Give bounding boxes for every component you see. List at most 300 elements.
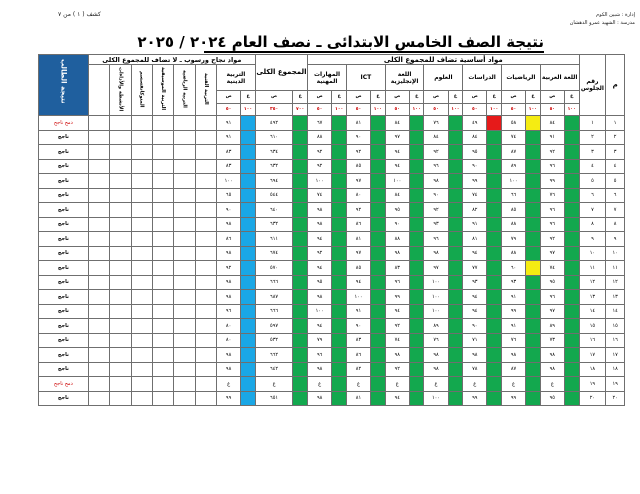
pass-fail-cell xyxy=(88,174,109,189)
pass-fail-cell xyxy=(174,275,195,290)
total-spacer xyxy=(293,232,308,247)
grade-spacer xyxy=(564,348,579,363)
religion-score: ٨٠ xyxy=(217,319,241,334)
total-spacer xyxy=(293,203,308,218)
grade-ict: ٨٥ xyxy=(346,159,370,174)
seat-number: ٥ xyxy=(579,174,606,189)
grade-en: ٩٤ xyxy=(385,391,409,406)
pass-fail-cell xyxy=(110,130,131,145)
grade-spacer xyxy=(487,217,502,232)
grade-en: ٩٨ xyxy=(385,246,409,261)
header-group-main: مواد أساسية تضاف للمجموع الكلى xyxy=(308,55,580,65)
student-result: ناجح xyxy=(39,391,89,406)
total-spacer xyxy=(293,261,308,276)
table-row xyxy=(39,130,625,145)
row-number: ٧ xyxy=(606,203,625,218)
grade-spacer xyxy=(371,232,386,247)
seat-number: ٣ xyxy=(579,145,606,160)
student-result: ناجح xyxy=(39,188,89,203)
grade-ma: ٨٩ xyxy=(502,159,526,174)
sub-header-max: ع xyxy=(448,91,463,103)
grade-spacer xyxy=(409,348,424,363)
grade-spacer xyxy=(564,246,579,261)
total-score: ٦٤٠ xyxy=(255,203,292,218)
grade-st: ٧٧ xyxy=(463,261,487,276)
grade-sk: ٩٤ xyxy=(308,261,332,276)
grade-spacer xyxy=(409,159,424,174)
total-score: ٥٧٠ xyxy=(255,261,292,276)
grade-spacer xyxy=(409,130,424,145)
pass-fail-cell xyxy=(88,246,109,261)
religion-spacer xyxy=(241,391,256,406)
header-ict: ICT xyxy=(346,65,385,91)
grade-spacer xyxy=(332,246,347,261)
grade-sk: ٧٩ xyxy=(308,333,332,348)
pass-fail-cell xyxy=(88,362,109,377)
pass-fail-cell xyxy=(152,246,173,261)
table-row xyxy=(39,261,625,276)
religion-score: ٩٨ xyxy=(217,217,241,232)
pass-fail-cell xyxy=(195,377,216,392)
grade-ma: ٦٦ xyxy=(502,188,526,203)
sub-header-max: ع xyxy=(371,91,386,103)
grade-st: غ xyxy=(463,377,487,392)
total-score: ٦٩٤ xyxy=(255,174,292,189)
grade-ict: ٨٣ xyxy=(346,333,370,348)
seat-number: ١١ xyxy=(579,261,606,276)
table-row xyxy=(39,217,625,232)
pass-fail-cell xyxy=(88,348,109,363)
grade-en: ٨٤ xyxy=(385,188,409,203)
header-pe: التربية الرياضية xyxy=(174,65,195,116)
grade-st: ٩٤ xyxy=(463,304,487,319)
table-row xyxy=(39,232,625,247)
grade-st: ٤٩ xyxy=(463,116,487,131)
grade-st: ٩٩ xyxy=(463,391,487,406)
pass-fail-cell xyxy=(131,304,152,319)
grade-spacer xyxy=(564,290,579,305)
page-title: نتيجة الصف الخامس الابتدائى ـ نصف العام ٢٠٢٤ / ٢٠٢٥ xyxy=(137,33,544,51)
pass-fail-cell xyxy=(195,217,216,232)
row-number: ٤ xyxy=(606,159,625,174)
grade-spacer xyxy=(448,217,463,232)
pass-fail-cell xyxy=(131,116,152,131)
grade-spacer xyxy=(371,130,386,145)
grade-ar: ٩٨ xyxy=(540,362,564,377)
seat-number: ٧ xyxy=(579,203,606,218)
total-spacer xyxy=(293,145,308,160)
grade-spacer xyxy=(332,188,347,203)
total-score: ٦٦٢ xyxy=(255,348,292,363)
pass-fail-cell xyxy=(195,116,216,131)
grade-spacer xyxy=(448,391,463,406)
grade-spacer xyxy=(371,217,386,232)
grade-ict: ٨١ xyxy=(346,116,370,131)
seat-number: ٦ xyxy=(579,188,606,203)
pass-fail-cell xyxy=(88,116,109,131)
grade-en: ١٠٠ xyxy=(385,174,409,189)
grade-spacer xyxy=(564,377,579,392)
pass-fail-cell xyxy=(195,304,216,319)
grade-spacer xyxy=(332,319,347,334)
pass-fail-cell xyxy=(152,275,173,290)
table-row xyxy=(39,348,625,363)
max-score: ١٠٠ xyxy=(409,103,424,115)
table-row xyxy=(39,188,625,203)
pass-fail-cell xyxy=(174,348,195,363)
row-number: ١٥ xyxy=(606,319,625,334)
pass-fail-cell xyxy=(131,290,152,305)
pass-fail-cell xyxy=(195,246,216,261)
pass-fail-cell xyxy=(152,232,173,247)
header-arabic: اللغة العربية xyxy=(540,65,579,91)
grade-spacer xyxy=(564,275,579,290)
grade-sk: ٩٢ xyxy=(308,145,332,160)
grade-spacer xyxy=(526,377,541,392)
grade-spacer xyxy=(564,391,579,406)
grade-spacer xyxy=(487,391,502,406)
pass-fail-cell xyxy=(195,319,216,334)
pass-fail-cell xyxy=(195,333,216,348)
religion-score: ٩٨ xyxy=(217,275,241,290)
grade-spacer xyxy=(448,188,463,203)
grade-ict: ٩٤ xyxy=(346,275,370,290)
grade-spacer xyxy=(526,217,541,232)
grade-sc: ٩٧ xyxy=(424,261,448,276)
pass-fail-cell xyxy=(110,377,131,392)
grade-ict: ٨٦ xyxy=(346,217,370,232)
header-total: المجموع الكلى xyxy=(255,55,307,91)
grade-ar: ٩٦ xyxy=(540,290,564,305)
grade-sc: ٩٦ xyxy=(424,232,448,247)
grade-sk: ١٠٠ xyxy=(308,304,332,319)
header-extra: الأنشطة والأداءات xyxy=(110,65,131,116)
max-score: ١٠٠ xyxy=(371,103,386,115)
grade-spacer xyxy=(526,130,541,145)
grade-ict: ٩٧ xyxy=(346,246,370,261)
seat-number: ١ xyxy=(579,116,606,131)
total-spacer xyxy=(293,348,308,363)
grade-ma: ٨٨ xyxy=(502,246,526,261)
grade-spacer xyxy=(371,246,386,261)
grade-spacer xyxy=(332,232,347,247)
grade-sc: ٨٩ xyxy=(424,319,448,334)
student-result: ناجح xyxy=(39,319,89,334)
pass-fail-cell xyxy=(110,217,131,232)
grade-spacer xyxy=(487,203,502,218)
max-score: ١٠٠ xyxy=(564,103,579,115)
page-note: كشف ( ١ ) من ٧ xyxy=(58,11,101,18)
grade-spacer xyxy=(564,261,579,276)
grade-ict: ٨١ xyxy=(346,391,370,406)
header-empty xyxy=(88,65,109,116)
grade-spacer xyxy=(564,130,579,145)
total-score: ٥٩٧ xyxy=(255,319,292,334)
table-row xyxy=(39,290,625,305)
pass-fail-cell xyxy=(152,333,173,348)
pass-fail-cell xyxy=(152,145,173,160)
pass-fail-cell xyxy=(174,145,195,160)
total-spacer xyxy=(293,275,308,290)
table-row xyxy=(39,159,625,174)
grade-spacer xyxy=(526,145,541,160)
religion-spacer xyxy=(241,174,256,189)
grade-spacer xyxy=(409,246,424,261)
pass-fail-cell xyxy=(195,275,216,290)
sub-header-max: ع xyxy=(332,91,347,103)
grade-ma: ٨٧ xyxy=(502,362,526,377)
grade-st: ٩٤ xyxy=(463,290,487,305)
pass-fail-cell xyxy=(195,232,216,247)
religion-spacer xyxy=(241,188,256,203)
total-score: ٦٧٤ xyxy=(255,246,292,261)
religion-score: ٨٣ xyxy=(217,145,241,160)
grade-spacer xyxy=(564,362,579,377)
grade-spacer xyxy=(526,391,541,406)
pass-fail-cell xyxy=(88,290,109,305)
grade-ar: ٩٧ xyxy=(540,246,564,261)
pass-fail-cell xyxy=(110,333,131,348)
pass-fail-cell xyxy=(152,116,173,131)
grade-ar: ٨٤ xyxy=(540,116,564,131)
grade-spacer xyxy=(332,159,347,174)
grade-spacer xyxy=(564,203,579,218)
grade-spacer xyxy=(564,304,579,319)
total-spacer xyxy=(293,391,308,406)
grade-spacer xyxy=(371,188,386,203)
religion-score: ٩٨ xyxy=(217,246,241,261)
religion-spacer xyxy=(241,348,256,363)
religion-score: ٩٩ xyxy=(217,391,241,406)
grade-spacer xyxy=(409,174,424,189)
grade-ma: ٦٠ xyxy=(502,261,526,276)
grade-spacer xyxy=(332,130,347,145)
pass-fail-cell xyxy=(110,304,131,319)
grade-spacer xyxy=(564,232,579,247)
row-number: ٩ xyxy=(606,232,625,247)
pass-fail-cell xyxy=(110,290,131,305)
grade-spacer xyxy=(526,246,541,261)
grade-spacer xyxy=(564,174,579,189)
religion-spacer xyxy=(241,145,256,160)
grade-sc: ٧٦ xyxy=(424,116,448,131)
sub-header-max: ع xyxy=(564,91,579,103)
pass-fail-cell xyxy=(174,391,195,406)
total-spacer xyxy=(293,188,308,203)
pass-fail-cell xyxy=(110,261,131,276)
grade-spacer xyxy=(448,232,463,247)
pass-fail-cell xyxy=(174,377,195,392)
grade-en: ٩٩ xyxy=(385,290,409,305)
total-spacer xyxy=(293,174,308,189)
religion-spacer xyxy=(241,261,256,276)
grade-sk: ٩٤ xyxy=(308,232,332,247)
grade-spacer xyxy=(371,391,386,406)
row-number: ٨ xyxy=(606,217,625,232)
grade-spacer xyxy=(448,275,463,290)
table-row xyxy=(39,304,625,319)
pass-fail-cell xyxy=(152,188,173,203)
grade-sk: ٩٨ xyxy=(308,217,332,232)
grade-spacer xyxy=(332,391,347,406)
grade-spacer xyxy=(487,232,502,247)
grade-st: ٧١ xyxy=(463,333,487,348)
row-number: ١٩ xyxy=(606,377,625,392)
grade-spacer xyxy=(564,188,579,203)
grade-spacer xyxy=(409,391,424,406)
total-score: غ xyxy=(255,377,292,392)
grade-spacer xyxy=(332,304,347,319)
total-spacer xyxy=(293,304,308,319)
grade-ar: ٧٦ xyxy=(540,188,564,203)
grade-en: ٧٤ xyxy=(385,333,409,348)
sub-header-max: ع xyxy=(487,91,502,103)
grade-ma: ٧٩ xyxy=(502,232,526,247)
religion-score: ٩١ xyxy=(217,130,241,145)
pass-fail-cell xyxy=(174,159,195,174)
grade-spacer xyxy=(371,319,386,334)
pass-fail-cell xyxy=(131,377,152,392)
table-row xyxy=(39,319,625,334)
grade-ict: ٩٠ xyxy=(346,130,370,145)
grade-spacer xyxy=(564,159,579,174)
grade-spacer xyxy=(448,159,463,174)
grade-spacer xyxy=(448,348,463,363)
religion-spacer xyxy=(241,203,256,218)
pass-fail-cell xyxy=(110,246,131,261)
student-result: ناجح xyxy=(39,145,89,160)
pass-fail-cell xyxy=(152,203,173,218)
grade-en: ٩٨ xyxy=(385,348,409,363)
grade-spacer xyxy=(371,333,386,348)
grade-spacer xyxy=(526,290,541,305)
pass-fail-cell xyxy=(88,188,109,203)
student-result: ناجح xyxy=(39,174,89,189)
grade-ar: ٩٩ xyxy=(540,174,564,189)
grade-spacer xyxy=(448,304,463,319)
results-table xyxy=(38,54,625,406)
grade-ict: ٩١ xyxy=(346,304,370,319)
grade-ma: ٧٤ xyxy=(502,130,526,145)
pass-fail-cell xyxy=(174,246,195,261)
pass-fail-cell xyxy=(195,145,216,160)
grade-en: ٨٣ xyxy=(385,261,409,276)
pass-fail-cell xyxy=(195,174,216,189)
pass-fail-cell xyxy=(152,391,173,406)
sub-header-min: ص xyxy=(424,91,448,103)
pass-fail-cell xyxy=(88,130,109,145)
sub-header-max: ع xyxy=(409,91,424,103)
sub-header-min: ص xyxy=(346,91,370,103)
religion-spacer xyxy=(241,377,256,392)
seat-number: ١٠ xyxy=(579,246,606,261)
student-result: ناجح xyxy=(39,304,89,319)
religion-score: ١٠٠ xyxy=(217,174,241,189)
pass-fail-cell xyxy=(195,261,216,276)
grade-sk: ٩٨ xyxy=(308,290,332,305)
header-art: التربية الفنية xyxy=(195,65,216,116)
row-number: ١٣ xyxy=(606,290,625,305)
religion-spacer xyxy=(241,275,256,290)
grade-spacer xyxy=(371,377,386,392)
grade-st: ٩٠ xyxy=(463,159,487,174)
grade-spacer xyxy=(371,261,386,276)
grade-spacer xyxy=(448,203,463,218)
pass-fail-cell xyxy=(152,217,173,232)
total-score: ٥٣٢ xyxy=(255,333,292,348)
religion-spacer xyxy=(241,116,256,131)
school-line: مدرسة : الشهيد عمرو الدهشان xyxy=(569,20,635,26)
religion-score: ٨٠ xyxy=(217,333,241,348)
grade-spacer xyxy=(448,261,463,276)
pass-fail-cell xyxy=(88,304,109,319)
pass-fail-cell xyxy=(110,319,131,334)
grade-ict: غ xyxy=(346,377,370,392)
grade-ar: ٩٢ xyxy=(540,145,564,160)
grade-sk: ٨٨ xyxy=(308,130,332,145)
grade-spacer xyxy=(409,188,424,203)
table-row xyxy=(39,145,625,160)
row-number: ٣ xyxy=(606,145,625,160)
pass-fail-cell xyxy=(88,217,109,232)
seat-number: ٨ xyxy=(579,217,606,232)
table-row xyxy=(39,275,625,290)
header-skills: المهارات المهنية xyxy=(308,65,347,91)
pass-fail-cell xyxy=(152,362,173,377)
grade-sk: ٩٤ xyxy=(308,319,332,334)
grade-ar: ٩٦ xyxy=(540,159,564,174)
grade-sc: ١٠٠ xyxy=(424,304,448,319)
grade-spacer xyxy=(371,304,386,319)
grade-spacer xyxy=(487,174,502,189)
sub-header-min: ص xyxy=(540,91,564,103)
pass-fail-cell xyxy=(174,130,195,145)
table-row xyxy=(39,116,625,131)
sub-header-min: ص xyxy=(217,91,241,103)
header-multi: المتوكاتفسسم xyxy=(131,65,152,116)
pass-fail-cell xyxy=(152,174,173,189)
grade-spacer xyxy=(332,377,347,392)
pass-fail-cell xyxy=(131,319,152,334)
pass-fail-cell xyxy=(110,145,131,160)
pass-fail-cell xyxy=(152,130,173,145)
pass-fail-cell xyxy=(195,159,216,174)
grade-ict: ٩٠ xyxy=(346,319,370,334)
sub-header-min: ص xyxy=(502,91,526,103)
religion-score: ٩٢ xyxy=(217,261,241,276)
pass-fail-cell xyxy=(131,348,152,363)
grade-sc: ٧٦ xyxy=(424,333,448,348)
grade-spacer xyxy=(332,362,347,377)
pass-fail-cell xyxy=(174,217,195,232)
grade-spacer xyxy=(526,116,541,131)
seat-number: ١٣ xyxy=(579,290,606,305)
grade-ict: ١٠٠ xyxy=(346,290,370,305)
pass-fail-cell xyxy=(195,348,216,363)
grade-spacer xyxy=(332,217,347,232)
grade-st: ٩٠ xyxy=(463,319,487,334)
header-studies: الدراسات xyxy=(463,65,502,91)
grade-en: ٩٤ xyxy=(385,145,409,160)
grade-ict: ٨١ xyxy=(346,232,370,247)
row-number: ١١ xyxy=(606,261,625,276)
grade-ma: ٩١ xyxy=(502,290,526,305)
total-spacer xyxy=(293,159,308,174)
seat-number: ١٩ xyxy=(579,377,606,392)
pass-fail-cell xyxy=(88,159,109,174)
grade-spacer xyxy=(409,116,424,131)
grade-ict: ٩٢ xyxy=(346,203,370,218)
